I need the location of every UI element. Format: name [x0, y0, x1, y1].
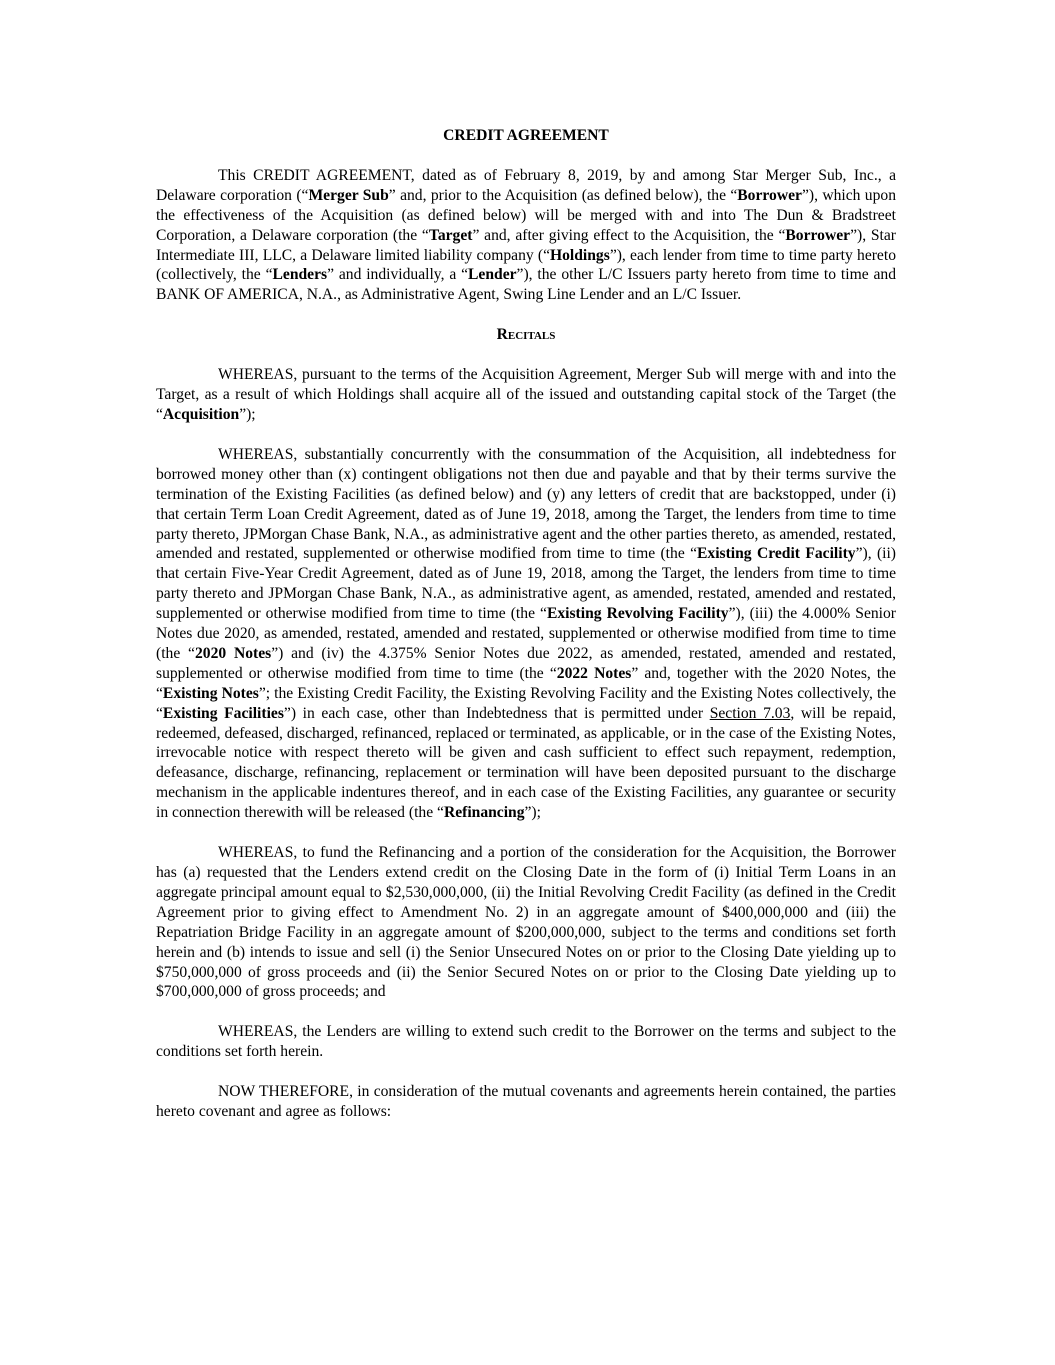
- document-body: [156, 126, 896, 1142]
- defined-term-borrower: Borrower: [785, 226, 851, 244]
- defined-term-refinancing: Refinancing: [443, 804, 525, 822]
- document-title: CREDIT AGREEMENT: [443, 127, 609, 144]
- defined-term-lender: Lender: [468, 266, 517, 284]
- defined-term-lenders: Lenders: [272, 266, 328, 284]
- defined-term-existing-revolving-facility: Existing Revolving Facility: [546, 605, 729, 623]
- defined-term-existing-credit-facility: Existing Credit Facility: [697, 545, 856, 563]
- defined-term-2022-notes: 2022 Notes: [556, 664, 632, 682]
- now-therefore-paragraph: NOW THEREFORE, in consideration of the mutual covenants and agreements herein contained, the parties hereto covenant and agree as follows:: [156, 1083, 896, 1121]
- defined-term-existing-notes: Existing Notes: [162, 684, 259, 702]
- defined-term-target: Target: [428, 226, 473, 244]
- defined-term-merger-sub: Merger Sub: [308, 186, 389, 204]
- recital-paragraph-funding: WHEREAS, to fund the Refinancing and a portion of the consideration for the Acquisition, the Borrower has (a) requested that the Lenders extend credit on the Closing Date in the form of (i) Initial Term Loans in an aggregate principal amount equal to $2,530,000,000, (ii) the Initial Revolving Credit Facility (as defined in the Credit Agreement prior to giving effect to Amendment No. 2) in an aggregate amount of $400,000,000 and (iii) the Repatriation Bridge Facility in an aggregate amount of $200,000,000, subject to the terms and conditions set forth herein and (b) intends to issue and sell (i) the Senior Unsecured Notes on or prior to the Closing Date yielding up to $750,000,000 of gross proceeds and (ii) the Senior Secured Notes on or prior to the Closing Date yielding up to $700,000,000 of gross proceeds; and: [156, 844, 896, 1001]
- recitals-heading: Recitals: [496, 326, 556, 344]
- section-reference-link[interactable]: Section 7.03: [709, 704, 791, 722]
- recital-paragraph-acquisition: WHEREAS, pursuant to the terms of the Acquisition Agreement, Merger Sub will merge with and into the Target, as a result of which Holdings shall acquire all of the issued and outstanding capital stock of the Target (the “Acquisition”);: [156, 366, 896, 423]
- defined-term-acquisition: Acquisition: [162, 405, 240, 423]
- defined-term-2020-notes: 2020 Notes: [194, 644, 272, 662]
- preamble-paragraph: This CREDIT AGREEMENT, dated as of February 8, 2019, by and among Star Merger Sub, Inc., a Delaware corporation (“Merger Sub” and, prior to the Acquisition (as defined below), the “Borrower”), which upon the effectiveness of the Acquisition (as defined below) will be merged with and into The Dun & Bradstreet Corporation, a Delaware corporation (the “Target” and, after giving effect to the Acquisition, the “Borrower”), Star Intermediate III, LLC, a Delaware limited liability company (“Holdings”), each lender from time to time party hereto (collectively, the “Lenders” and individually, a “Lender”), the other L/C Issuers party hereto from time to time and BANK OF AMERICA, N.A., as Administrative Agent, Swing Line Lender and an L/C Issuer.: [156, 166, 896, 304]
- defined-term-holdings: Holdings: [550, 246, 610, 264]
- defined-term-borrower: Borrower: [737, 186, 802, 204]
- defined-term-existing-facilities: Existing Facilities: [162, 704, 284, 722]
- recital-paragraph-refinancing: WHEREAS, substantially concurrently with the consummation of the Acquisition, all indebtedness for borrowed money other than (x) contingent obligations not then due and payable and that by their terms survive the termination of the Existing Facilities (as defined below) and (y) any letters of credit that are backstopped, under (i) that certain Term Loan Credit Agreement, dated as of June 19, 2018, among the Target, the lenders from time to time party thereto, JPMorgan Chase Bank, N.A., as administrative agent and the other parties thereto, as amended, restated, amended and restated, supplemented or otherwise modified from time to time (the “Existing Credit Facility”), (ii) that certain Five-Year Credit Agreement, dated as of June 19, 2018, among the Target, the lenders from time to time party thereto and JPMorgan Chase Bank, N.A., as administrative agent, as amended, restated, amended and restated, supplemented or otherwise modified from time to time (the “Existing Revolving Facility”), (iii) the 4.000% Senior Notes due 2020, as amended, restated, amended and restated, supplemented or otherwise modified from time to time (the “2020 Notes”) and (iv) the 4.375% Senior Notes due 2022, as amended, restated, amended and restated, supplemented or otherwise modified from time to time (the “2022 Notes” and, together with the 2020 Notes, the “Existing Notes”; the Existing Credit Facility, the Existing Revolving Facility and the Existing Notes collectively, the “Existing Facilities”) in each case, other than Indebtedness that is permitted under Section 7.03, will be repaid, redeemed, defeased, discharged, refinanced, replaced or terminated, as applicable, or in the case of the Existing Notes, irrevocable notice with respect thereto will be given and cash sufficient to effect such repayment, redemption, defeasance, discharge, refinancing, replacement or termination will have been deposited pursuant to the discharge mechanism in the applicable indentures thereof, and in each case of the Existing Facilities, any guarantee or security in connection therewith will be released (the “Refinancing”);: [156, 445, 897, 822]
- recital-paragraph-lenders-willing: WHEREAS, the Lenders are willing to extend such credit to the Borrower on the terms and subject to the conditions set forth herein.: [156, 1023, 896, 1061]
